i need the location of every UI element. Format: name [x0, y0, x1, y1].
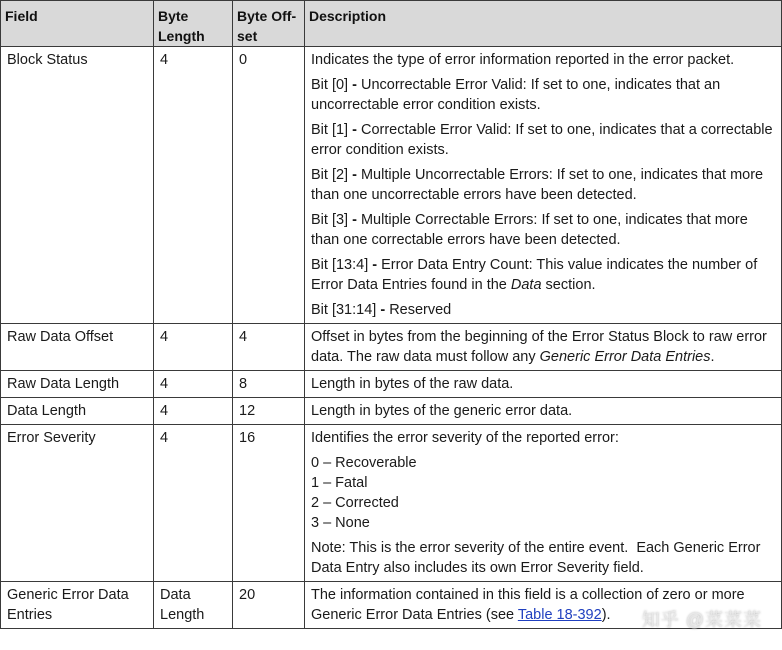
bit-separator: -	[368, 257, 382, 273]
field-cell: Error Severity	[1, 425, 154, 582]
bit-label: Bit [13:4]	[311, 257, 369, 273]
header-row	[1, 1, 782, 47]
bit-label: Bit [2]	[311, 167, 349, 183]
bit-text: Error Data Entry Count: This value indicates the number of Error Data Entries found in the	[311, 257, 758, 293]
severity-intro: Identifies the error severity of the reported error:	[311, 430, 619, 446]
offset-cell: 8	[233, 371, 305, 398]
severity-value: 2 – Corrected	[311, 495, 399, 511]
field-cell: Generic Error Data Entries	[1, 582, 154, 629]
bit-text: Multiple Correctable Errors: If set to one, indicates that more than one correctable errors have been detected.	[311, 212, 748, 248]
table-row-generic-error-data-entries	[1, 582, 782, 629]
italic-term: Generic Error Data Entries	[539, 349, 711, 365]
offset-cell: 16	[233, 425, 305, 582]
length-cell: 4	[154, 425, 233, 582]
field-cell: Block Status	[1, 47, 154, 324]
bit-text: Correctable Error Valid: If set to one, indicates that a correctable error condition exists.	[311, 122, 773, 158]
table-reference-link[interactable]: Table 18-392	[517, 607, 602, 623]
bit-separator: -	[348, 77, 361, 93]
bit-text: Reserved	[389, 302, 452, 318]
header-description: Description	[305, 1, 782, 47]
offset-cell: 0	[233, 47, 305, 324]
bit-text-end: section.	[541, 277, 596, 293]
severity-note: Note: This is the error severity of the entire event. Each Generic Error Data Entry also includes its own Error Severity field.	[311, 540, 765, 576]
desc-text-end: ).	[601, 607, 611, 623]
offset-cell: 12	[233, 398, 305, 425]
field-cell: Raw Data Length	[1, 371, 154, 398]
table-row-data-length	[1, 398, 782, 425]
table-row-block-status	[1, 47, 782, 324]
length-cell: 4	[154, 398, 233, 425]
offset-cell: 4	[233, 324, 305, 371]
bit-3-description	[311, 210, 777, 250]
description-cell: Length in bytes of the raw data.	[305, 371, 782, 398]
bit-label: Bit [31:14]	[311, 302, 377, 318]
field-cell: Data Length	[1, 398, 154, 425]
description-cell	[305, 425, 782, 582]
bit-13-4-description	[311, 255, 777, 295]
bit-label: Bit [3]	[311, 212, 349, 228]
description-cell	[305, 582, 782, 629]
bit-separator: -	[348, 122, 361, 138]
severity-value: 1 – Fatal	[311, 475, 368, 491]
length-cell: 4	[154, 47, 233, 324]
desc-text-end: .	[710, 349, 715, 365]
desc-text: Offset in bytes from the beginning of the Error Status Block to raw error data. The raw data must follow any	[311, 329, 767, 365]
length-cell: 4	[154, 371, 233, 398]
header-byte-offset: Byte Off-set	[233, 1, 305, 47]
bit-separator: -	[348, 167, 361, 183]
bit-31-14-description	[311, 300, 777, 320]
bit-separator: -	[376, 302, 390, 318]
block-status-intro: Indicates the type of error information reported in the error packet.	[311, 52, 735, 68]
bit-label: Bit [1]	[311, 122, 349, 138]
offset-cell: 20	[233, 582, 305, 629]
bit-0-description	[311, 75, 777, 115]
table-row-error-severity	[1, 425, 782, 582]
bit-label: Bit [0]	[311, 77, 349, 93]
bit-text: Multiple Uncorrectable Errors: If set to one, indicates that more than one uncorrectable errors have been detected.	[311, 167, 764, 203]
italic-term: Data	[510, 277, 542, 293]
severity-values-list	[311, 453, 777, 533]
description-cell	[305, 47, 782, 324]
table-row-raw-data-length	[1, 371, 782, 398]
severity-value: 3 – None	[311, 515, 370, 531]
desc-text: The information contained in this field is a collection of zero or more Generic Error Data Entries (see	[311, 587, 745, 623]
bit-1-description	[311, 120, 777, 160]
table-row-raw-data-offset	[1, 324, 782, 371]
watermark: 知乎 @菜菜菜	[641, 610, 762, 630]
bit-2-description	[311, 165, 777, 205]
description-cell: Length in bytes of the generic error data.	[305, 398, 782, 425]
description-cell	[305, 324, 782, 371]
header-byte-length: Byte Length	[154, 1, 233, 47]
length-cell: Data Length	[154, 582, 233, 629]
header-field: Field	[1, 1, 154, 47]
length-cell: 4	[154, 324, 233, 371]
field-cell: Raw Data Offset	[1, 324, 154, 371]
severity-value: 0 – Recoverable	[311, 455, 417, 471]
bit-separator: -	[348, 212, 361, 228]
bit-text: Uncorrectable Error Valid: If set to one, indicates that an uncorrectable error condition exists.	[311, 77, 721, 113]
